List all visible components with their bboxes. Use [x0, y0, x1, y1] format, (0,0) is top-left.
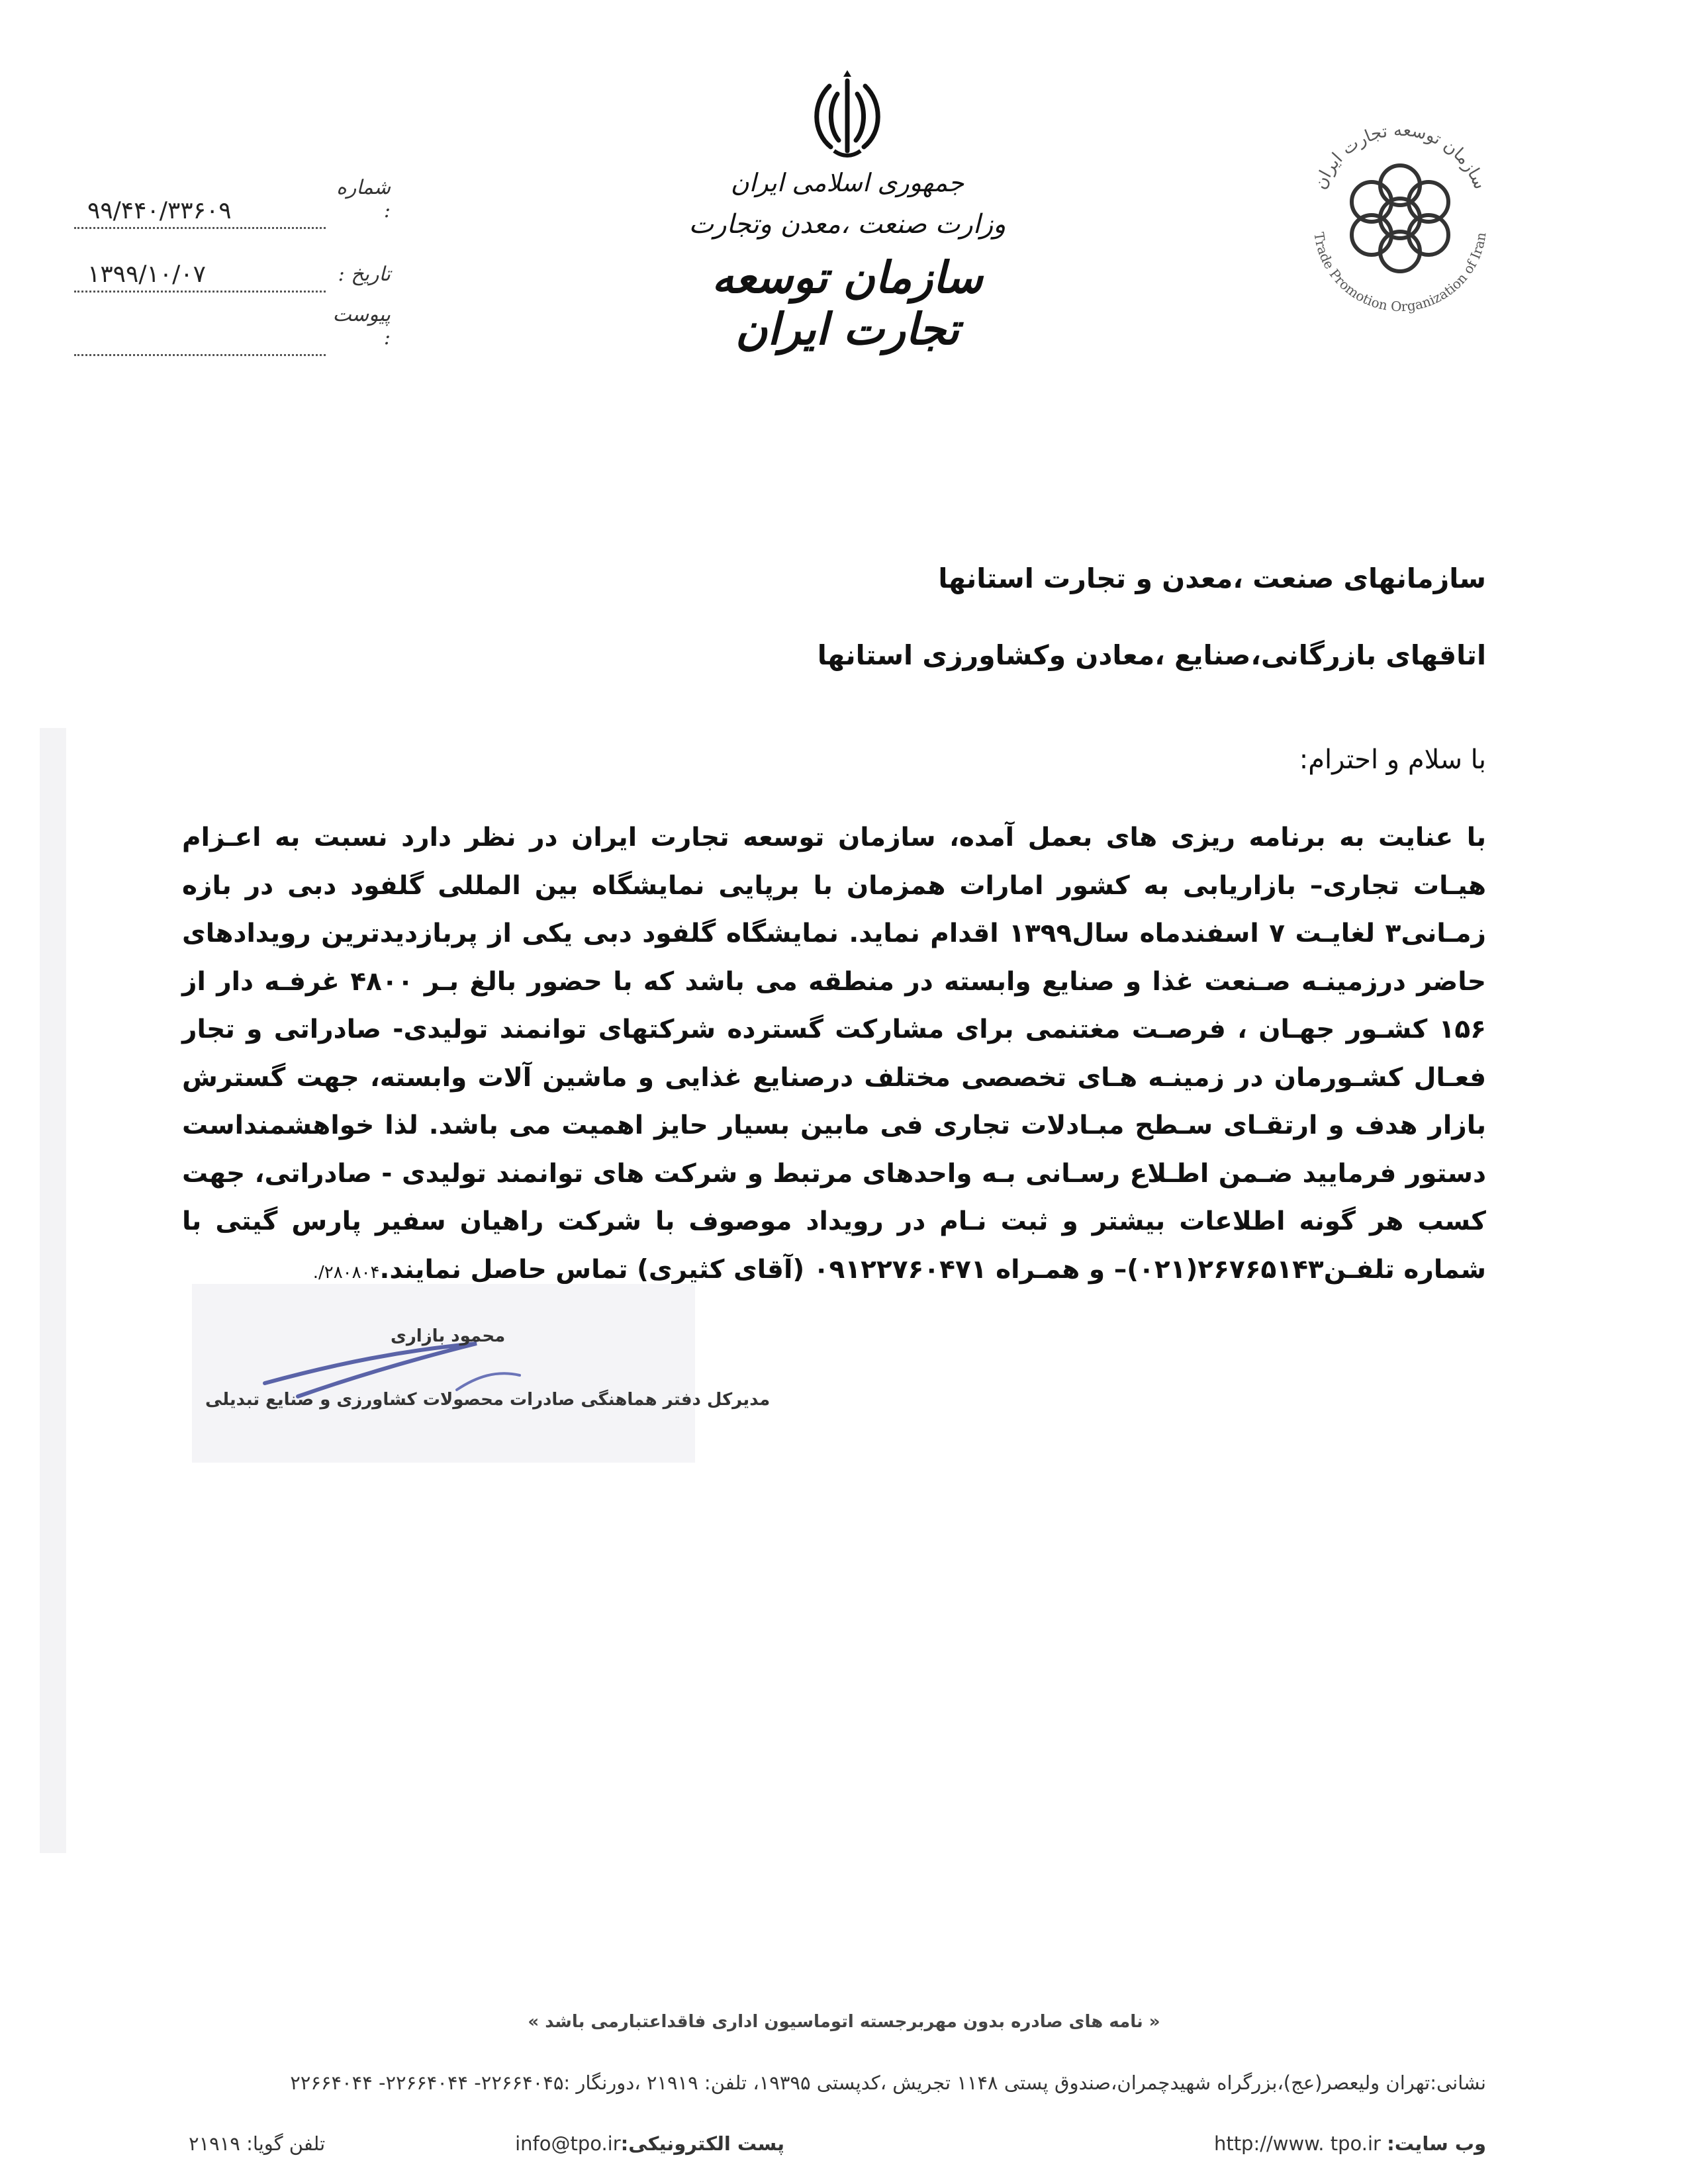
signatory-title: مدیرکل دفتر هماهنگی صادرات محصولات کشاورزی و صنایع تبدیلی	[205, 1390, 771, 1410]
footer-contacts	[189, 2132, 1486, 2159]
recipient-line: سازمانهای صنعت ،معدن و تجارت استانها	[938, 563, 1486, 594]
body-code: ۲۸۰۸۰۴/.	[312, 1262, 380, 1283]
website-label: وب سایت:	[1387, 2132, 1486, 2155]
email-label: پست الکترونیکی:	[620, 2132, 784, 2155]
date-row	[33, 229, 391, 293]
number-value: ۹۹/۴۴۰/۳۳۶۰۹	[87, 197, 232, 224]
recipient-line: اتاقهای بازرگانی،صنایع ،معادن وکشاورزی استانها	[817, 639, 1486, 671]
signatory-name: محمود بازاری	[391, 1326, 506, 1346]
organization-name: سازمان توسعه تجارت ایران	[712, 251, 983, 355]
letterhead	[649, 66, 1046, 355]
logo-text-fa: سازمان توسعه تجارت ایران	[1310, 120, 1490, 193]
svg-text:سازمان توسعه تجارت ایران	[1310, 120, 1489, 193]
scan-shade	[40, 728, 66, 1853]
country-name: جمهوری اسلامی ایران	[730, 168, 964, 197]
letter-body	[182, 814, 1486, 1297]
phone-number: ۲۱۹۱۹	[189, 2132, 240, 2155]
number-row	[33, 165, 391, 229]
logo-text-en: Trade Promotion Organization of Iran	[1311, 231, 1489, 315]
date-label: تاریخ :	[338, 263, 391, 286]
website	[1214, 2132, 1486, 2155]
footer-note: « نامه های صادره بدون مهربرجسته اتوماسیون اداری فاقداعتبارمی باشد »	[528, 2012, 1160, 2032]
website-url: http://www. tpo.ir	[1213, 2132, 1381, 2155]
phone-label: تلفن گویا:	[246, 2132, 326, 2155]
date-value: ۱۳۹۹/۱۰/۰۷	[87, 261, 206, 288]
attachment-label: پیوست :	[332, 303, 391, 349]
number-line	[74, 187, 326, 229]
body-paragraph: با عنایت به برنامه ریزی های بعمل آمده، سازمان توسعه تجارت ایران در نظر دارد نسبت به اعـزام هیـات تجاری– بازاریابی به کشور امارات همزمان با برپایی نمایشگاه بین المللی گلفود دبی در بازه زمـانی۳ لغایـت ۷ اسفندماه سال۱۳۹۹ اقدام نماید. نمایشگاه گلفود دبی یکی از پربازدیدترین رویدادهای حاضر درزمینـه صـنعت غذا و صنایع وابسته در منطقه می باشد که با حضور بالغ بـر ۴۸۰۰ غرفـه دار از ۱۵۶ کشـور جهـان ، فرصـت مغتنمی برای مشارکت گسترده شرکتهای توانمند تولیدی- صادراتی و تجار فعـال کشـورمان در زمینـه هـای تخصصی مختلف درصنایع غذایی و ماشین آلات وابسته، جهت گسترش بازار هدف و ارتقـای سـطح مبـادلات تجاری فی مابین بسیار حایز اهمیت می باشد. لذا خواهشمنداست دستور فرمایید ضـمن اطـلاع رسـانی بـه واحدهای مرتبط و شرکت های توانمند تولیدی - صادراتی، جهت کسب هر گونه اطلاعات بیشتر و ثبت نـام در رویداد موصوف با شرکت راهیان سفیر پارس گیتی با شماره تلفـن۲۶۷۶۵۱۴۳(۰۲۱)– و همـراه ۰۹۱۲۲۷۶۰۴۷۱ (آقای کثیری) تماس حاصل نمایند.	[182, 823, 1486, 1285]
iran-emblem-icon	[798, 66, 897, 165]
signature-block	[192, 1284, 771, 1463]
attachment-row	[33, 293, 391, 356]
salutation: با سلام و احترام:	[1299, 745, 1486, 775]
date-line	[74, 251, 326, 293]
tpo-logo-icon	[1278, 93, 1523, 338]
email	[515, 2132, 784, 2155]
recipients	[818, 563, 1486, 716]
phone	[189, 2132, 325, 2155]
number-label: شماره :	[336, 176, 391, 222]
email-address: info@tpo.ir	[515, 2132, 621, 2155]
footer-address: نشانی:تهران ولیعصر(عج)،بزرگراه شهیدچمران،صندوق پستی ۱۱۴۸ تجریش ،کدپستی ۱۹۳۹۵، تلفن: ۲۱۹۱۹ ،دورنگار :۲۲۶۶۴۰۴۵- ۲۲۶۶۴۰۴۴- ۲۲۶۶۴۰۴۴	[290, 2071, 1486, 2094]
ministry-name: وزارت صنعت ،معدن وتجارت	[688, 209, 1006, 240]
attachment-line	[74, 314, 326, 356]
reference-block	[33, 165, 391, 356]
